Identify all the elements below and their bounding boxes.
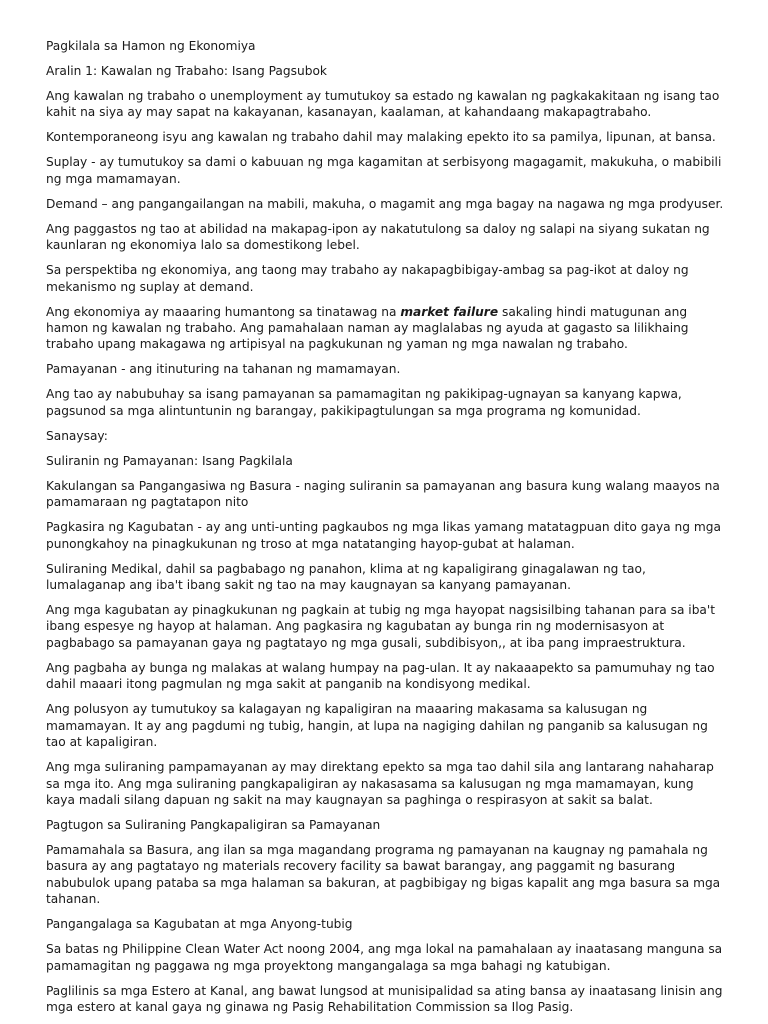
section-label: Sanaysay: — [46, 428, 108, 443]
paragraph: Suliraning Medikal, dahil sa pagbabago ng panahon, klima at ng kapaligirang ginagalawan ng tao, lumalaganap ang iba't ibang sakit ng tao na may kaugnayan sa kanyang pamayanan. — [46, 561, 646, 593]
paragraph: Sa perspektiba ng ekonomiya, ang taong may trabaho ay nakapagbibigay-ambag sa pag-ikot at daloy ng mekanismo ng suplay at demand. — [46, 263, 689, 294]
lesson-heading: Aralin 1: Kawalan ng Trabaho: Isang Pagsubok — [46, 64, 327, 78]
paragraph: Kakulangan sa Pangangasiwa ng Basura - naging suliranin sa pamayanan ang basura kung walang maayos na pamamaraan ng pagtatapon nito — [46, 478, 720, 510]
paragraph: Ang mga kagubatan ay pinagkukunan ng pagkain at tubig ng mga hayopat nagsisilbing tahanan para sa iba't ibang espesye ng hayop at halaman. Ang pagkasira ng kagubatan ay bunga rin ng modernisasyon at pagbabago sa pamayanan gaya ng pagtatayo ng mga gusali, subdibisyon,, at iba pang impraestruktura. — [46, 603, 716, 650]
paragraph: Ang pagbaha ay bunga ng malakas at walang humpay na pag-ulan. It ay nakaaapekto sa pamumuhay ng tao dahil maaari itong pagmulan ng mga sakit at panganib na kondisyong medikal. — [46, 660, 715, 692]
paragraph: Pagkasira ng Kagubatan - ay ang unti-unting pagkaubos ng mga likas yamang matatagpuan dito gaya ng mga punongkahoy na pinagkukunan ng troso at mga natatanging hayop-gubat at halaman. — [46, 520, 721, 551]
paragraph-market-failure — [46, 304, 726, 353]
paragraph: Ang mga suliraning pampamayanan ay may direktang epekto sa mga tao dahil sila ang lantarang nahaharap sa mga ito. Ang mga suliraning pangkapaligiran ay nakasasama sa kalusugan ng mga mamamayan, kung kaya madali silang dapuan ng sakit na may kaugnayan sa paghinga o respirasyon at sakit sa balat. — [46, 760, 714, 807]
section-heading: Suliranin ng Pamayanan: Isang Pagkilala — [46, 453, 293, 468]
paragraph: Pamamahala sa Basura, ang ilan sa mga magandang programa ng pamayanan na kaugnay ng pamahala ng basura ay ang pagtatayo ng materials recovery facility sa bawat barangay, ang paggamit ng basurang nabubulok upang pataba sa mga halaman sa bakuran, at pagbibigay ng bigas kapalit ang mga basura sa mga tahanan. — [46, 842, 721, 907]
paragraph: Kontemporaneong isyu ang kawalan ng trabaho dahil may malaking epekto ito sa pamilya, lipunan, at bansa. — [46, 130, 716, 145]
emphasis-term: market failure — [400, 304, 499, 319]
section-heading: Pagtugon sa Suliraning Pangkapaligiran sa Pamayanan — [46, 817, 381, 832]
document-title: Pagkilala sa Hamon ng Ekonomiya — [46, 39, 256, 53]
paragraph: Suplay - ay tumutukoy sa dami o kabuuan ng mga kagamitan at serbisyong magagamit, makukuha, o mabibili ng mga mamamayan. — [46, 155, 722, 186]
paragraph: Ang polusyon ay tumutukoy sa kalagayan ng kapaligiran na maaaring makasama sa kalusugan ng mamamayan. It ay ang pagdumi ng tubig, hangin, at lupa na nagiging dahilan ng panganib sa kalusugan ng tao at kapaligiran. — [46, 702, 708, 750]
paragraph-text-before: Ang ekonomiya ay maaaring humantong sa tinatawag na — [46, 304, 401, 319]
document-page — [46, 38, 726, 1024]
paragraph: Paglilinis sa mga Estero at Kanal, ang bawat lungsod at munisipalidad sa ating bansa ay inaatasang linisin ang mga estero at kanal gaya ng ginawa ng Pasig Rehabilitation Commission sa Ilog Pasig. — [46, 983, 723, 1014]
paragraph: Demand – ang pangangailangan na mabili, makuha, o magamit ang mga bagay na nagawa ng mga prodyuser. — [46, 196, 724, 211]
paragraph: Ang kawalan ng trabaho o unemployment ay tumutukoy sa estado ng kawalan ng pagkakakitaan ng isang tao kahit na siya ay may sapat na kakayanan, kasanayan, kaalaman, at kahandaang makapagtrabaho. — [46, 89, 720, 120]
paragraph-text-after: sakaling hindi matugunan ang hamon ng kawalan ng trabaho. Ang pamahalaan naman ay maglalabas ng ayuda at gagasto sa lilikhaing trabaho upang makagawa ng artipisyal na pagkukunan ng yaman ng mga nawalan ng trabaho. — [46, 304, 689, 352]
paragraph: Sa batas ng Philippine Clean Water Act noong 2004, ang mga lokal na pamahalaan ay inaatasang manguna sa pamamagitan ng paggawa ng mga proyektong mangangalaga sa mga bahagi ng katubigan. — [46, 942, 723, 973]
paragraph: Ang paggastos ng tao at abilidad na makapag-ipon ay nakatutulong sa daloy ng salapi na siyang sukatan ng kaunlaran ng ekonomiya lalo sa domestikong lebel. — [46, 221, 710, 253]
section-heading: Pangangalaga sa Kagubatan at mga Anyong-tubig — [46, 917, 353, 932]
paragraph: Pamayanan - ang itinuturing na tahanan ng mamamayan. — [46, 362, 401, 377]
paragraph: Ang tao ay nabubuhay sa isang pamayanan sa pamamagitan ng pakikipag-ugnayan sa kanyang kapwa, pagsunod sa mga alintuntunin ng barangay, pakikipagtulungan sa mga programa ng komunidad. — [46, 387, 682, 418]
